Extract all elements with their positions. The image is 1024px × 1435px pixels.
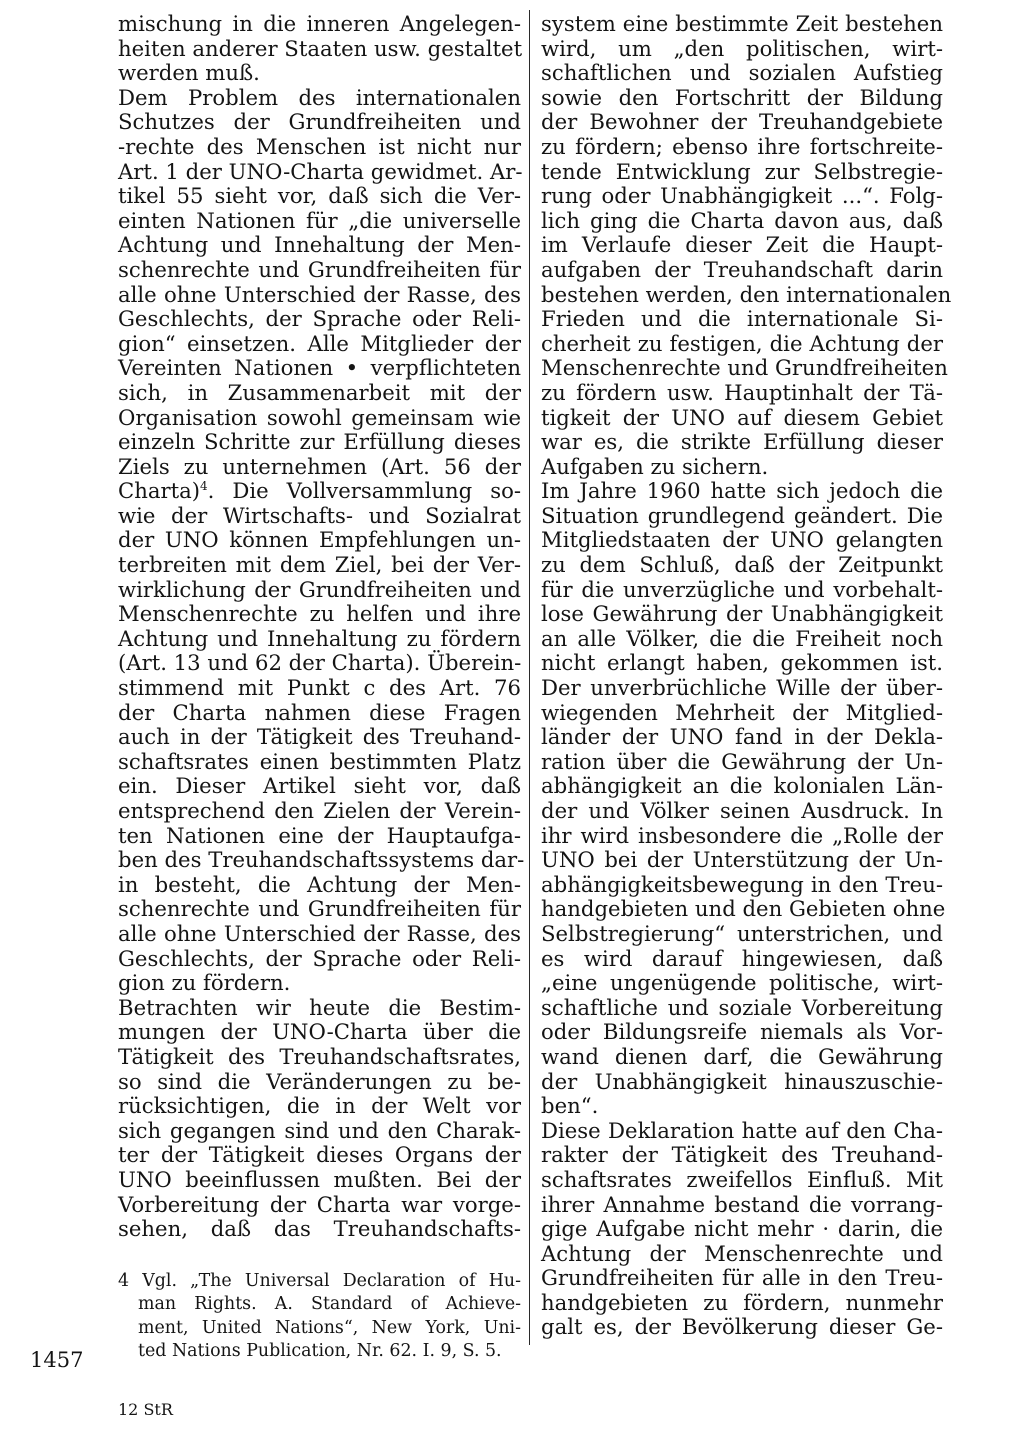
text-line: nicht erlangt haben, gekommen ist. (541, 650, 943, 676)
right-text-column (541, 11, 952, 1340)
text-line: gion zu fördern. (118, 970, 291, 996)
text-line: länder der UNO fand in der Dekla- (541, 724, 943, 750)
text-line: Frieden und die internationale Si- (541, 306, 943, 332)
text-line: Grundfreiheiten für alle in den Treu- (541, 1265, 943, 1291)
text-line: cherheit zu festigen, die Achtung der (541, 330, 943, 356)
text-line: Diese Deklaration hatte auf den Cha- (541, 1117, 943, 1143)
paragraph (118, 996, 521, 1242)
text-line: Schutzes der Grundfreiheiten und (118, 109, 521, 135)
text-line: zu fördern usw. Hauptinhalt der Tä- (541, 379, 943, 405)
text-line: Achtung und Innehaltung zu fördern (118, 625, 521, 651)
text-line: der Bewohner der Treuhandgebiete (541, 109, 943, 135)
paragraph (541, 1119, 943, 1340)
text-line: Der unverbrüchliche Wille der über- (541, 675, 943, 701)
text-line: wie der Wirtschafts- und Sozialrat (118, 502, 521, 528)
text-line: ter der Tätigkeit dieses Organs der (118, 1142, 521, 1168)
text-line: im Verlaufe dieser Zeit die Haupt- (541, 232, 943, 258)
footnote-line: 4 Vgl. „The Universal Declaration of Hu- (118, 1271, 521, 1291)
text-line: Vereinten Nationen • verpflichteten (118, 355, 521, 381)
text-line: Tätigkeit des Treuhandschaftsrates, (118, 1043, 521, 1069)
text-line: entsprechend den Zielen der Verein- (118, 798, 521, 823)
footnote-ref: 4 (200, 479, 208, 494)
page-number: 1457 (30, 1348, 84, 1372)
text-line: wand dienen darf, die Gewährung (541, 1043, 943, 1069)
text-line: Situation grundlegend geändert. Die (541, 502, 943, 528)
column-divider (529, 10, 530, 1345)
text-line: tende Entwicklung zur Selbstregie- (541, 158, 943, 184)
text-line: system eine bestimmte Zeit bestehen (541, 11, 943, 36)
text-segment: . Die Vollversammlung so- (207, 478, 521, 504)
text-line: tikel 55 sieht vor, daß sich die Ver- (118, 183, 521, 209)
text-line: wiegenden Mehrheit der Mitglied- (541, 699, 943, 725)
text-line: Menschenrechte und Grundfreiheiten (541, 355, 948, 381)
text-line: mungen der UNO-Charta über die (118, 1019, 521, 1045)
text-line: gige Aufgabe nicht mehr · darin, die (541, 1216, 943, 1242)
paragraph (118, 84, 525, 996)
text-line: der Unabhängigkeit hinauszuschie- (541, 1068, 943, 1094)
text-line: handgebieten und den Gebieten ohne (541, 896, 946, 922)
paragraph (118, 12, 521, 86)
text-line: handgebieten zu fördern, nunmehr (541, 1289, 943, 1315)
text-segment: Charta) (118, 478, 201, 504)
text-line: lose Gewährung der Unabhängigkeit (541, 601, 943, 627)
text-line: schenrechte und Grundfreiheiten für (118, 256, 521, 282)
text-line: war es, die strikte Erfüllung dieser (541, 429, 943, 455)
text-line: der UNO können Empfehlungen un- (118, 527, 521, 553)
text-line: Dem Problem des internationalen (118, 84, 521, 110)
text-line: Achtung der Menschenrechte und (541, 1240, 943, 1266)
text-line: UNO beeinflussen mußten. Bei der (118, 1166, 521, 1192)
text-line: schaftlichen und sozialen Aufstieg (541, 60, 943, 86)
paragraph (541, 11, 952, 479)
text-line: abhängigkeit an die kolonialen Län- (541, 773, 943, 799)
text-line: Geschlechts, der Sprache oder Reli- (118, 306, 521, 332)
text-line: schaftsrates zweifellos Einfluß. Mit (541, 1166, 943, 1192)
text-line: gion“ einsetzen. Alle Mitglieder der (118, 330, 521, 356)
text-line: zu fördern; ebenso ihre fortschreite- (541, 133, 943, 159)
text-line: Art. 1 der UNO-Charta gewidmet. Ar- (118, 158, 523, 184)
text-line: Betrachten wir heute die Bestim- (118, 994, 521, 1020)
text-line: aufgaben der Treuhandschaft darin (541, 256, 943, 282)
footnote-line: ment, United Nations“, New York, Uni- (138, 1317, 521, 1338)
text-line: Aufgaben zu sichern. (541, 453, 769, 479)
text-line: schaftsrates einen bestimmten Platz (118, 748, 521, 774)
text-line: in besteht, die Achtung der Men- (118, 871, 521, 897)
text-line: Achtung und Innehaltung der Men- (118, 232, 521, 258)
footnote-line: ted Nations Publication, Nr. 62. I. 9, S. 5. (138, 1341, 502, 1362)
text-line: auch in der Tätigkeit des Treuhand- (118, 724, 521, 750)
text-line: einten Nationen für „die universelle (118, 207, 521, 233)
footnote (118, 1270, 521, 1364)
text-line: einzeln Schritte zur Erfüllung dieses (118, 429, 521, 455)
text-line: alle ohne Unterschied der Rasse, des (118, 920, 521, 946)
text-line: stimmend mit Punkt c des Art. 76 (118, 675, 521, 701)
text-line: der Charta nahmen diese Fragen (118, 699, 521, 725)
text-line: schenrechte und Grundfreiheiten für (118, 896, 521, 922)
text-line: sowie den Fortschritt der Bildung (541, 84, 943, 110)
text-line: alle ohne Unterschied der Rasse, des (118, 281, 521, 307)
text-line: rakter der Tätigkeit des Treuhand- (541, 1142, 943, 1168)
text-line: ration über die Gewährung der Un- (541, 748, 943, 774)
text-line: -rechte des Menschen ist nicht nur (118, 133, 521, 159)
text-line: zu dem Schluß, daß der Zeitpunkt (541, 552, 943, 578)
text-line: für die unverzügliche und vorbehalt- (541, 576, 943, 602)
text-line: sich, in Zusammenarbeit mit der (118, 379, 521, 405)
text-line: Organisation sowohl gemeinsam wie (118, 404, 521, 430)
text-line: tigkeit der UNO auf diesem Gebiet (541, 404, 943, 430)
text-line: oder Bildungsreife niemals als Vor- (541, 1019, 943, 1045)
text-line: UNO bei der Unterstützung der Un- (541, 847, 943, 873)
text-line: Selbstregierung“ unterstrichen, und (541, 920, 943, 946)
text-line: schaftliche und soziale Vorbereitung (541, 994, 943, 1020)
text-line: terbreiten mit dem Ziel, bei der Ver- (118, 552, 521, 578)
text-line: rücksichtigen, die in der Welt vor (118, 1093, 521, 1119)
text-line: mischung in die inneren Angelegen- (118, 11, 521, 36)
text-line: (Art. 13 und 62 der Charta). Überein- (118, 650, 522, 676)
text-line: ten Nationen eine der Hauptaufga- (118, 822, 521, 848)
text-line-with-footnote-ref (118, 479, 521, 504)
text-line: so sind die Veränderungen zu be- (118, 1068, 521, 1094)
text-line: Mitgliedstaaten der UNO gelangten (541, 527, 943, 553)
text-line: galt es, der Bevölkerung dieser Ge- (541, 1314, 943, 1340)
text-line: sehen, daß das Treuhandschafts- (118, 1216, 521, 1242)
text-line: der und Völker seinen Ausdruck. In (541, 798, 943, 823)
text-line: ihr wird insbesondere die „Rolle der (541, 822, 943, 848)
text-line: ben“. (541, 1093, 599, 1119)
text-line: abhängigkeitsbewegung in den Treu- (541, 871, 943, 897)
text-line: wird, um „den politischen, wirt- (541, 35, 943, 61)
text-line: wirklichung der Grundfreiheiten und (118, 576, 521, 602)
text-line: Vorbereitung der Charta war vorge- (118, 1191, 521, 1217)
text-line: Menschenrechte zu helfen und ihre (118, 601, 521, 627)
text-line: ein. Dieser Artikel sieht vor, daß (118, 773, 521, 799)
text-line: es wird darauf hingewiesen, daß (541, 945, 943, 971)
text-line: lich ging die Charta davon aus, daß (541, 207, 943, 233)
text-line: ben des Treuhandschaftssystems dar- (118, 847, 525, 873)
text-line: sich gegangen sind und den Charak- (118, 1117, 521, 1143)
text-line: bestehen werden, den internationalen (541, 281, 952, 307)
left-text-column (118, 11, 525, 1242)
text-line: ihrer Annahme bestand die vorrang- (541, 1191, 943, 1217)
signature-mark: 12 StR (118, 1400, 173, 1419)
text-line: heiten anderer Staaten usw. gestaltet (118, 35, 523, 61)
paragraph (541, 478, 946, 1119)
text-line: werden muß. (118, 60, 260, 86)
text-line: an alle Völker, die die Freiheit noch (541, 625, 943, 651)
text-line: „eine ungenügende politische, wirt- (541, 970, 943, 996)
footnote-line: man Rights. A. Standard of Achieve- (138, 1294, 521, 1315)
text-line: Ziels zu unternehmen (Art. 56 der (118, 453, 521, 479)
text-line: rung oder Unabhängigkeit ...“. Folg- (541, 183, 943, 209)
text-line: Geschlechts, der Sprache oder Reli- (118, 945, 521, 971)
text-line: Im Jahre 1960 hatte sich jedoch die (541, 478, 943, 504)
